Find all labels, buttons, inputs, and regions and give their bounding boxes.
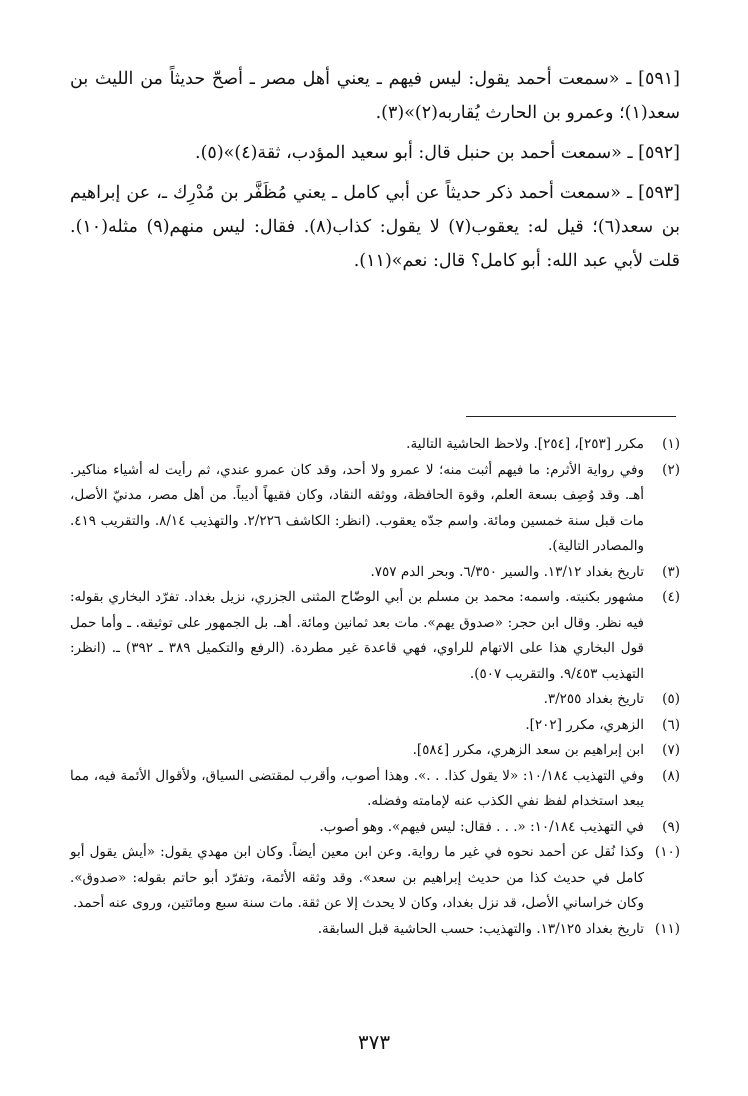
footnote-4 <box>70 585 680 687</box>
footnote-number: (٦) <box>662 716 680 733</box>
footnote-text: وكذا نُقل عن أحمد نحوه في غير ما رواية. وعن ابن معين أيضاً. وكان ابن مهدي يقول: «أيش يقول أبو كامل في حديث كذا من حديث إبراهيم بن سعد». وقد وثقه الأئمة، وتفرّد أبو حاتم بقوله: «صدوق». وكان خراساني الأصل، قد نزل بغداد، وكان لا يحدث إلا عن ثقة. مات سنة سبع ومائتين، وروى عنه أحمد. <box>70 844 644 911</box>
footnote-6 <box>70 713 680 739</box>
footnote-text: تاريخ بغداد ٣/٢٥٥. <box>543 691 644 707</box>
page-number: ٣٧٣ <box>357 1030 391 1054</box>
footnote-11 <box>70 917 680 943</box>
entry-593: [٥٩٣] ـ «سمعت أحمد ذكر حديثاً عن أبي كامل ـ يعني مُظَفَّر بن مُدْرِك ـ، عن إبراهيم بن سعد(٦)؛ قيل له: يعقوب(٧) لا يقول: كذاب(٨). فقال: ليس منهم(٩) مثله(١٠). قلت لأبي عبد الله: أبو كامل؟ قال: نعم»(١١). <box>70 183 680 271</box>
footnote-text: تاريخ بغداد ١٣/١٢٥. والتهذيب: حسب الحاشية قبل السابقة. <box>317 920 644 937</box>
footnote-number: (٨) <box>662 767 680 784</box>
footnote-text: في التهذيب ١٠/١٨٤: «. . . فقال: ليس فيهم». وهو أصوب. <box>319 818 644 835</box>
footnote-text: ابن إبراهيم بن سعد الزهري، مكرر [٥٨٤]. <box>412 742 644 758</box>
entry-591: [٥٩١] ـ «سمعت أحمد يقول: ليس فيهم ـ يعني أهل مصر ـ أصحّ حديثاً من الليث بن سعد(١)؛ وعمرو بن الحارث يُقاربه(٢)»(٣). <box>70 69 680 123</box>
footnote-number: (٣) <box>662 563 680 580</box>
footnote-text: وفي رواية الأثرم: ما فيهم أثبت منه؛ لا عمرو ولا أحد، وقد كان عمرو عندي، ثم رأيت له أشياء مناكير. أهـ. وقد وُصِف بسعة العلم، وقوة الحافظة، ووثقه النقاد، وكان فقيهاً أديباً. من أهل مصر، مدنيّ الأصل، مات قبل سنة خمسين ومائة. واسم جدّه يعقوب. (انظر: الكاشف ٢/٢٢٦. والتهذيب ٨/١٤. والتقريب ٤١٩. والمصادر التالية). <box>70 461 645 554</box>
footnote-number: (٩) <box>662 818 680 835</box>
footnote-9 <box>70 815 680 841</box>
footnote-1 <box>70 432 680 458</box>
footnote-3 <box>70 560 680 586</box>
entry-592: [٥٩٢] ـ «سمعت أحمد بن حنبل قال: أبو سعيد المؤدب، ثقة(٤)»(٥). <box>195 143 680 163</box>
main-text <box>70 62 680 284</box>
footnote-7 <box>70 738 680 764</box>
footnote-text: تاريخ بغداد ١٣/١٢. والسير ٦/٣٥٠. وبحر الدم ٧٥٧. <box>370 563 644 580</box>
footnote-number: (٤) <box>662 589 680 605</box>
footnote-text: مكرر [٢٥٣]، [٢٥٤]. ولاحظ الحاشية التالية. <box>406 436 644 452</box>
footnote-10 <box>70 840 680 917</box>
footnote-number: (١١) <box>654 920 680 937</box>
footnote-number: (٧) <box>662 742 680 758</box>
footnote-2 <box>70 458 680 560</box>
footnote-text: مشهور بكنيته. واسمه: محمد بن مسلم بن أبي الوضّاح المثنى الجزري، نزيل بغداد. تفرّد البخاري بقوله: فيه نظر. وقال ابن حجر: «صدوق يهم». مات بعد ثمانين ومائة. أهـ. بل الجمهور على توثيقه. ـ وأما حمل قول البخاري هذا على الاتهام للراوي، فهي قاعدة غير مطردة. (الرفع والتكميل ٣٨٩ ـ ٣٩٢) ـ. (انظر: التهذيب ٩/٤٥٣. والتقريب ٥٠٧). <box>70 589 644 682</box>
footnote-divider <box>466 416 676 417</box>
footnote-number: (٥) <box>662 691 680 707</box>
footnote-number: (٢) <box>662 461 680 478</box>
footnote-text: وفي التهذيب ١٠/١٨٤: «لا يقول كذا. . .». وهذا أصوب، وأقرب لمقتضى السياق، ولأقوال الأئمة فيه، مما يبعد استخدام لفظ نفي الكذب عنه لإمامته وفضله. <box>70 767 644 809</box>
footnote-text: الزهري، مكرر [٢٠٢]. <box>525 716 644 733</box>
footnotes <box>70 432 680 942</box>
footnote-8 <box>70 764 680 815</box>
footnote-5 <box>70 687 680 713</box>
footnote-number: (١٠) <box>654 844 680 860</box>
footnote-number: (١) <box>662 436 680 452</box>
